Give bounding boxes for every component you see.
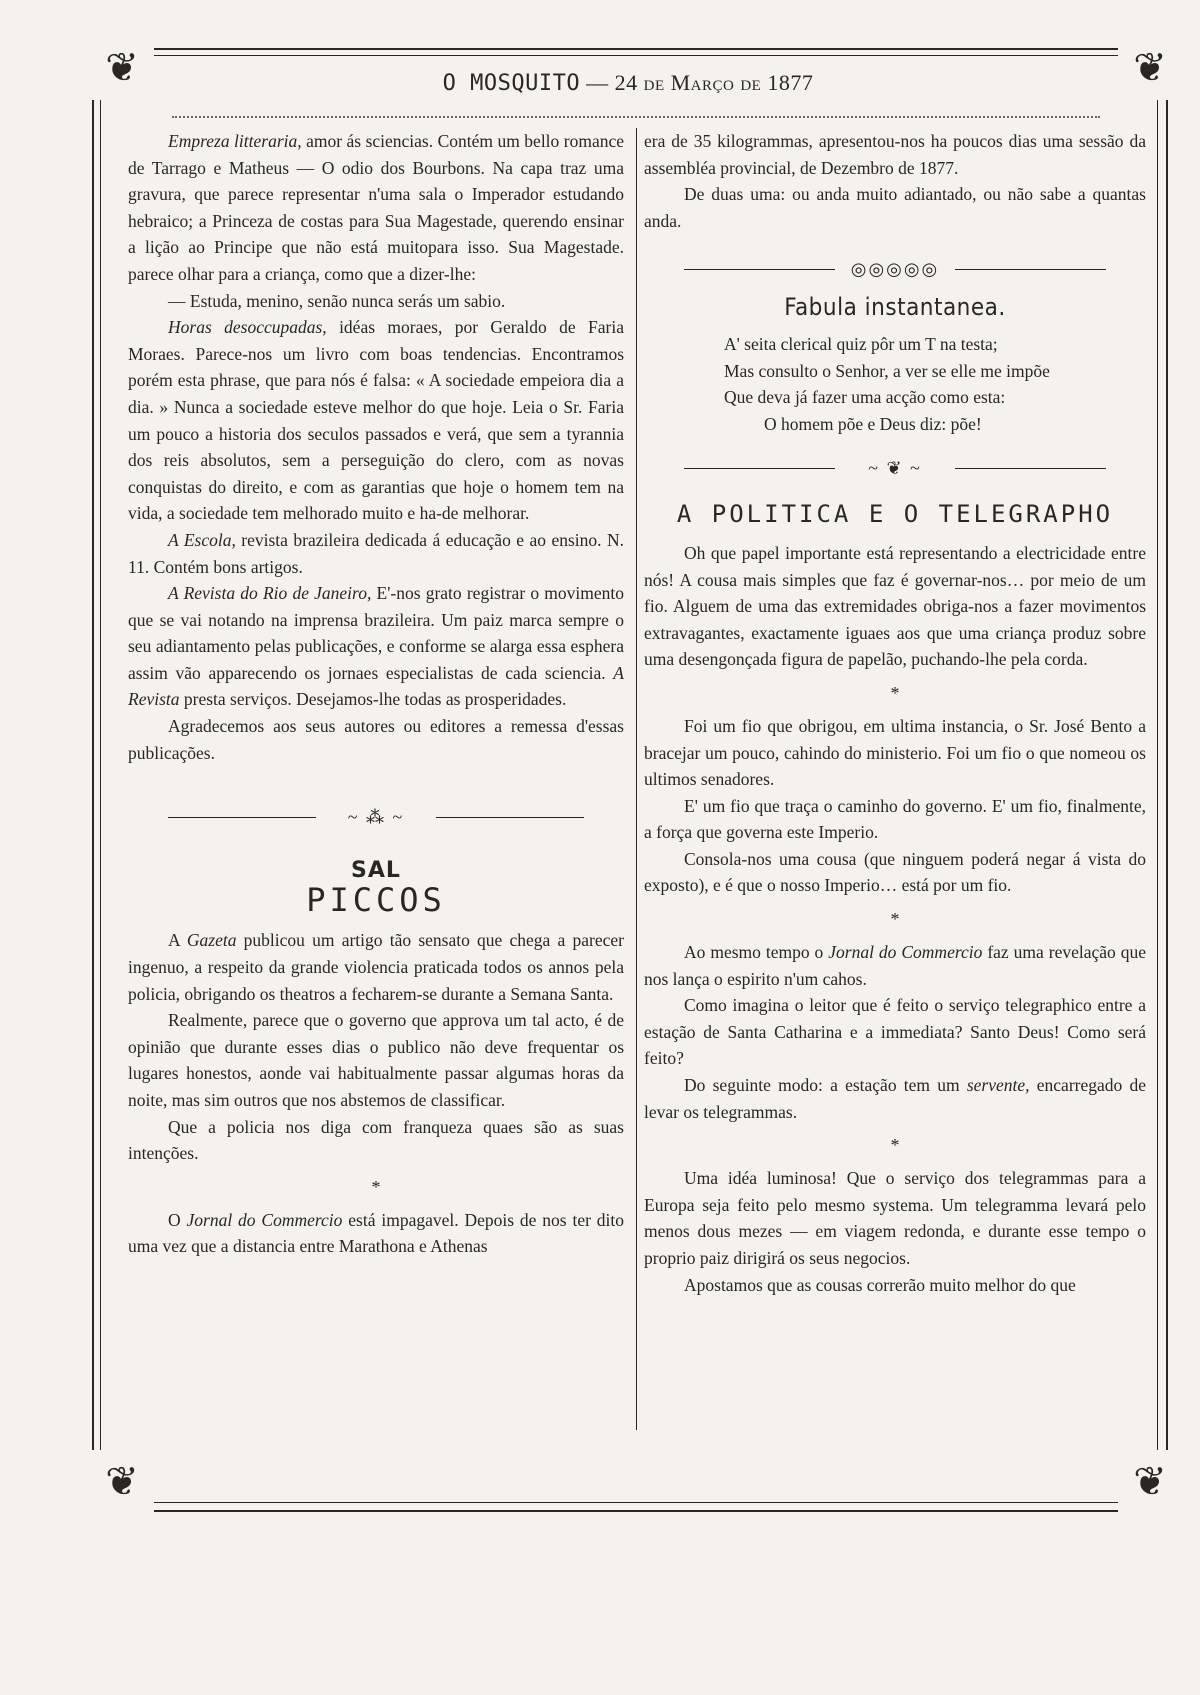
- paragraph: Como imagina o leitor que é feito o serviço telegraphico entre a estação de Santa Catharina e a immediata? Santo Deus! Como será feito?: [644, 995, 1146, 1069]
- ornament-corner-icon: ❦: [1118, 36, 1182, 100]
- page-header: [140, 70, 1116, 110]
- paragraph: era de 35 kilogrammas, apresentou-nos ha poucos dias uma sessão da assembléa provincial, de Dezembro de 1877.: [644, 131, 1146, 178]
- paragraph: Foi um fio que obrigou, em ultima instancia, o Sr. José Bento a bracejar um pouco, cahindo do ministerio. Foi um fio o que nomeou os ultimos senadores.: [644, 715, 1146, 790]
- masthead: O MOSQUITO: [442, 71, 581, 96]
- column-divider: [636, 128, 637, 1430]
- paragraph: A Revista do Rio de Janeiro, E'-nos grato registrar o movimento que se vai notando na imprensa brazileira. Um paiz marca sempre o seu adiantamento pelas publicações, e conforme se alarga essa esphera assim vão apparecendo os jornaes especialistas de cada sciencia. A Revista presta serviços. Desejamos-lhe todas as prosperidades.: [128, 583, 624, 710]
- paragraph: Do seguinte modo: a estação tem um servente, encarregado de levar os telegrammas.: [644, 1075, 1147, 1122]
- publication-title: Horas desoccupadas,: [168, 317, 327, 338]
- right-column: [644, 128, 1146, 1298]
- paragraph: O Jornal do Commercio está impagavel. Depois de nos ter dito uma vez que a distancia entre Marathona e Athenas: [128, 1209, 624, 1257]
- paragraph: Que a policia nos diga com franqueza quaes são as suas intenções.: [128, 1116, 624, 1164]
- ornament-divider: ~ ⁂ ~: [128, 802, 624, 832]
- paragraph: A Escola, revista brazileira dedicada á educação e ao ensino. N. 11. Contém bons artigos.: [128, 529, 624, 577]
- paragraph: Consola-nos uma cousa (que ninguem poderá negar á vista do exposto), e é que o nosso Imperio… está por um fio.: [644, 848, 1146, 896]
- section-title-sal: SAL: [351, 858, 401, 884]
- ornament-divider: ~ ❦ ~: [644, 453, 1146, 483]
- left-column: [128, 128, 624, 1260]
- section-title-piccos: PICCOS: [306, 880, 446, 919]
- verse-line: Mas consulto o Senhor, a ver se elle me impõe: [724, 360, 1050, 381]
- issue-date: — 24 de Março de 1877: [580, 70, 814, 95]
- section-asterisk: *: [890, 909, 900, 930]
- verse-line: Que deva já fazer uma acção como esta:: [724, 387, 1006, 408]
- section-title-politica: A POLITICA E O TELEGRAPHO: [676, 500, 1114, 529]
- verse-line: O homem põe e Deus diz: põe!: [764, 413, 982, 434]
- paragraph: Realmente, parece que o governo que approva um tal acto, é de opinião que durante esses dias o publico não deve frequentar os lugares honestos, aonde vai habitualmente passar algumas horas da noite, mas sim outros que nos abstemos de classificar.: [128, 1010, 624, 1110]
- paragraph: Ao mesmo tempo o Jornal do Commercio faz uma revelação que nos lança o espirito n'um cahos.: [644, 942, 1146, 989]
- ornament-corner-icon: ❦: [90, 36, 154, 100]
- paragraph: Empreza litteraria, amor ás sciencias. Contém um bello romance de Tarrago e Matheus — O odio dos Bourbons. Na capa traz uma gravura, que parece representar n'uma sala o Imperador estudando hebraico; a Princeza de costas para Sua Magestade, querendo ensinar a lição ao Principe que não está muitopara isso. Sua Magestade. parece olhar para a criança, como que a dizer-lhe:: [128, 131, 625, 284]
- paragraph: Oh que papel importante está representando a electricidade entre nós! A cousa mais simples que faz é governar-nos… por meio de um fio. Alguem de uma das extremidades obriga-nos a fazer movimentos extravagantes, exactamente iguaes aos que uma criança produz sobre uma desengonçada figura de papelão, puchando-lhe pela corda.: [644, 542, 1146, 670]
- verse-line: A' seita clerical quiz pôr um T na testa;: [724, 333, 998, 354]
- publication-title: A Escola,: [168, 529, 236, 550]
- section-asterisk: *: [890, 1135, 900, 1156]
- paragraph: Agradecemos aos seus autores ou editores a remessa d'essas publicações.: [128, 716, 624, 763]
- paragraph: — Estuda, menino, senão nunca serás um sabio.: [168, 290, 506, 311]
- paragraph: Apostamos que as cousas correrão muito melhor do que: [684, 1274, 1076, 1295]
- paragraph: A Gazeta publicou um artigo tão sensato que chega a parecer ingenuo, a respeito da grande violencia praticada todos os annos pela policia, obrigando os theatros a fecharem-se durante a Semana Santa.: [128, 930, 624, 1004]
- paragraph: Uma idéa luminosa! Que o serviço dos telegrammas para a Europa seja feito pelo mesmo systema. Um telegramma levará pelo menos dous mezes — em viagem redonda, e durante esse tempo o proprio paiz dirigirá os seus negocios.: [644, 1168, 1146, 1268]
- ornament-corner-icon: ❦: [90, 1450, 154, 1514]
- section-asterisk: *: [890, 682, 900, 703]
- ornament-divider: ◎◎◎◎◎: [644, 254, 1146, 284]
- paragraph: E' um fio que traça o caminho do governo. E' um fio, finalmente, a força que governa este Imperio.: [644, 795, 1146, 843]
- header-rule: [172, 110, 1100, 118]
- paragraph: De duas uma: ou anda muito adiantado, ou não sabe a quantas anda.: [644, 184, 1146, 231]
- paragraph: Horas desoccupadas, idéas moraes, por Geraldo de Faria Moraes. Parece-nos um livro com boas tendencias. Encontramos porém esta phrase, que para nós é falsa: « A sociedade empeiora dia a dia. » Nunca a sociedade esteve melhor do que hoje. Leia o Sr. Faria um pouco a historia dos seculos passados e verá, que sem a tyrannia dos reis absolutos, sem a perseguição do clero, com as novas conquistas do direito, e com as garantias que hoje o homem tem na vida, a sociedade tem melhorado muito e ha-de melhorar.: [128, 317, 624, 524]
- ornament-corner-icon: ❦: [1118, 1450, 1182, 1514]
- publication-title: Empreza litteraria,: [168, 131, 302, 151]
- section-title-fabula: Fabula instantanea.: [784, 293, 1006, 322]
- section-asterisk: *: [371, 1176, 381, 1197]
- publication-title: A Revista do Rio de Janeiro,: [168, 583, 372, 604]
